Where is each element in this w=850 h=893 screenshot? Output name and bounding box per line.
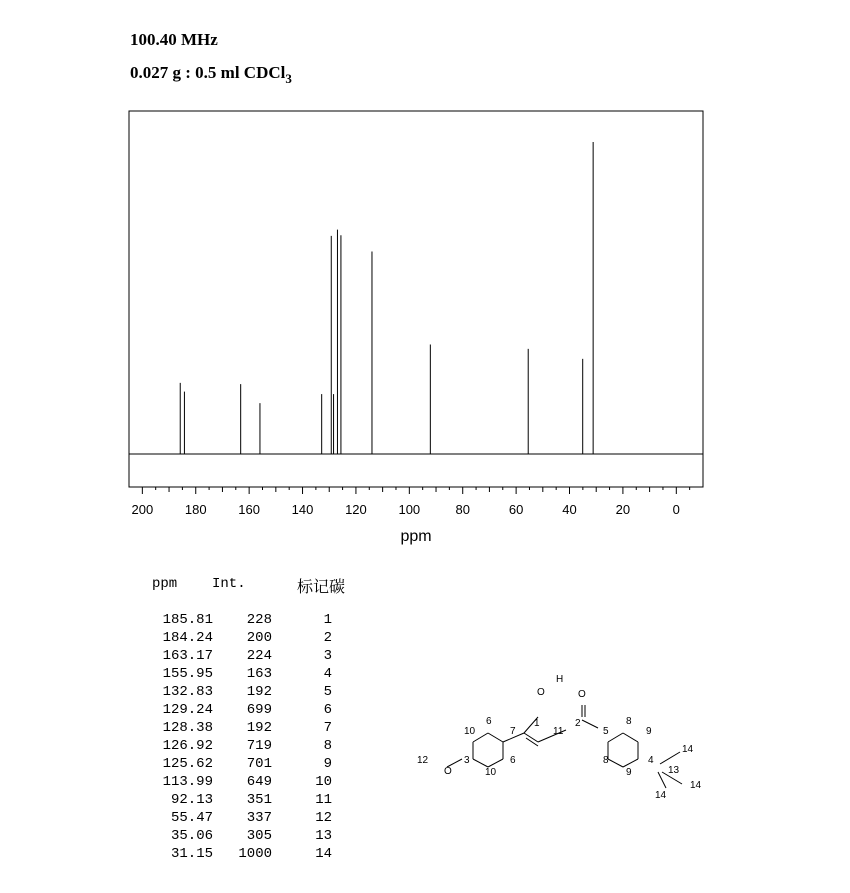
ppm-cell: 163.17: [162, 648, 213, 664]
carbon-cell: 11: [315, 792, 332, 808]
carbon-label-2: 2: [575, 718, 581, 729]
table-row: [150, 612, 350, 630]
molecular-structure: [400, 660, 720, 860]
carbon-cell: 2: [323, 630, 332, 646]
carbon-cell: 3: [323, 648, 332, 664]
carbon-cell: 14: [315, 846, 332, 862]
intensity-cell: 337: [246, 810, 272, 826]
x-axis-ticks: [142, 487, 689, 494]
carbon-label-3: 3: [464, 755, 470, 766]
ppm-cell: 184.24: [162, 630, 213, 646]
ether-oxygen: O: [444, 766, 452, 777]
table-row: [150, 666, 350, 684]
carbon-cell: 8: [323, 738, 332, 754]
carbon-label-8b: 8: [603, 755, 609, 766]
intensity-cell: 224: [246, 648, 272, 664]
carbon-label-7: 7: [510, 726, 516, 737]
x-tick-label-100: 100: [398, 502, 421, 517]
intensity-cell: 649: [246, 774, 272, 790]
intensity-cell: 1000: [238, 846, 272, 862]
ppm-cell: 132.83: [162, 684, 213, 700]
x-tick-label-120: 120: [345, 502, 367, 517]
carbon-cell: 4: [323, 666, 332, 682]
ppm-cell: 129.24: [162, 702, 213, 718]
ppm-cell: 92.13: [170, 792, 213, 808]
table-row: [150, 792, 350, 810]
carbon-label-6b: 6: [510, 755, 516, 766]
carbon-cell: 7: [323, 720, 332, 736]
carbon-cell: 9: [323, 756, 332, 772]
carbon-cell: 1: [323, 612, 332, 628]
bonds: [447, 705, 682, 788]
x-tick-label-60: 60: [508, 502, 524, 517]
carbon-label-14a: 14: [682, 744, 694, 755]
carbon-label-14b: 14: [690, 780, 702, 791]
header-intensity: Int.: [212, 576, 246, 592]
carbon-label-5: 5: [603, 726, 609, 737]
ppm-cell: 113.99: [162, 774, 213, 790]
ppm-cell: 125.62: [162, 756, 213, 772]
table-row: [150, 810, 350, 828]
x-axis-label: ppm: [400, 528, 432, 545]
x-tick-label-160: 160: [238, 502, 260, 517]
intensity-cell: 192: [246, 720, 272, 736]
carbon-cell: 10: [315, 774, 332, 790]
intensity-cell: 351: [246, 792, 272, 808]
peak-series: [180, 142, 593, 454]
carbon-label-14c: 14: [655, 790, 667, 801]
x-tick-label-40: 40: [562, 502, 577, 517]
carbon-label-6a: 6: [486, 716, 492, 727]
table-row: [150, 738, 350, 756]
intensity-cell: 699: [246, 702, 272, 718]
carbon-label-9a: 9: [646, 726, 652, 737]
table-row: [150, 774, 350, 792]
table-body: [150, 612, 350, 864]
table-row: [150, 630, 350, 648]
intensity-cell: 701: [246, 756, 272, 772]
x-tick-label-80: 80: [455, 502, 470, 517]
ppm-cell: 55.47: [170, 810, 213, 826]
carbon-cell: 5: [323, 684, 332, 700]
table-row: [150, 702, 350, 720]
header-carbon-label: 标记碳: [297, 577, 346, 596]
table-row: [150, 684, 350, 702]
plot-frame: [129, 111, 703, 487]
table-row: [150, 648, 350, 666]
carbon-label-13: 13: [668, 765, 680, 776]
x-axis-tick-labels: [131, 502, 679, 517]
intensity-cell: 200: [246, 630, 272, 646]
carbon-label-8a: 8: [626, 716, 632, 727]
ppm-cell: 35.06: [170, 828, 213, 844]
carbon-cell: 13: [315, 828, 332, 844]
ppm-cell: 31.15: [170, 846, 213, 862]
table-row: [150, 756, 350, 774]
spectrometer-frequency: 100.40 MHz: [130, 30, 218, 49]
carbon-cell: 12: [315, 810, 332, 826]
sample-text: 0.027 g : 0.5 ml CDCl: [130, 63, 286, 82]
ppm-cell: 155.95: [162, 666, 213, 682]
carbon-label-9b: 9: [626, 767, 632, 778]
x-tick-label-200: 200: [131, 502, 154, 517]
carbon-label-4: 4: [648, 755, 654, 766]
intensity-cell: 719: [246, 738, 272, 754]
ppm-cell: 126.92: [162, 738, 213, 754]
x-tick-label-20: 20: [615, 502, 631, 517]
table-row: [150, 828, 350, 846]
sample-subscript: 3: [285, 71, 292, 86]
ketone-oxygen: O: [578, 689, 586, 700]
carbon-label-12: 12: [417, 755, 429, 766]
intensity-cell: 192: [246, 684, 272, 700]
carbon-label-11: 11: [553, 726, 564, 737]
ppm-cell: 128.38: [162, 720, 213, 736]
header-ppm: ppm: [152, 576, 178, 592]
x-tick-label-180: 180: [184, 502, 207, 517]
table-row: [150, 846, 350, 864]
carbon-label-10b: 10: [485, 767, 497, 778]
hydroxyl-oxygen: O: [537, 687, 545, 698]
intensity-cell: 228: [246, 612, 272, 628]
carbon-label-10a: 10: [464, 726, 476, 737]
table-row: [150, 720, 350, 738]
x-tick-label-0: 0: [672, 502, 680, 517]
intensity-cell: 305: [246, 828, 272, 844]
ppm-cell: 185.81: [162, 612, 213, 628]
carbon-label-1: 1: [534, 718, 540, 729]
hydroxyl-hydrogen: H: [556, 674, 564, 685]
x-tick-label-140: 140: [291, 502, 314, 517]
intensity-cell: 163: [246, 666, 272, 682]
carbon-cell: 6: [323, 702, 332, 718]
